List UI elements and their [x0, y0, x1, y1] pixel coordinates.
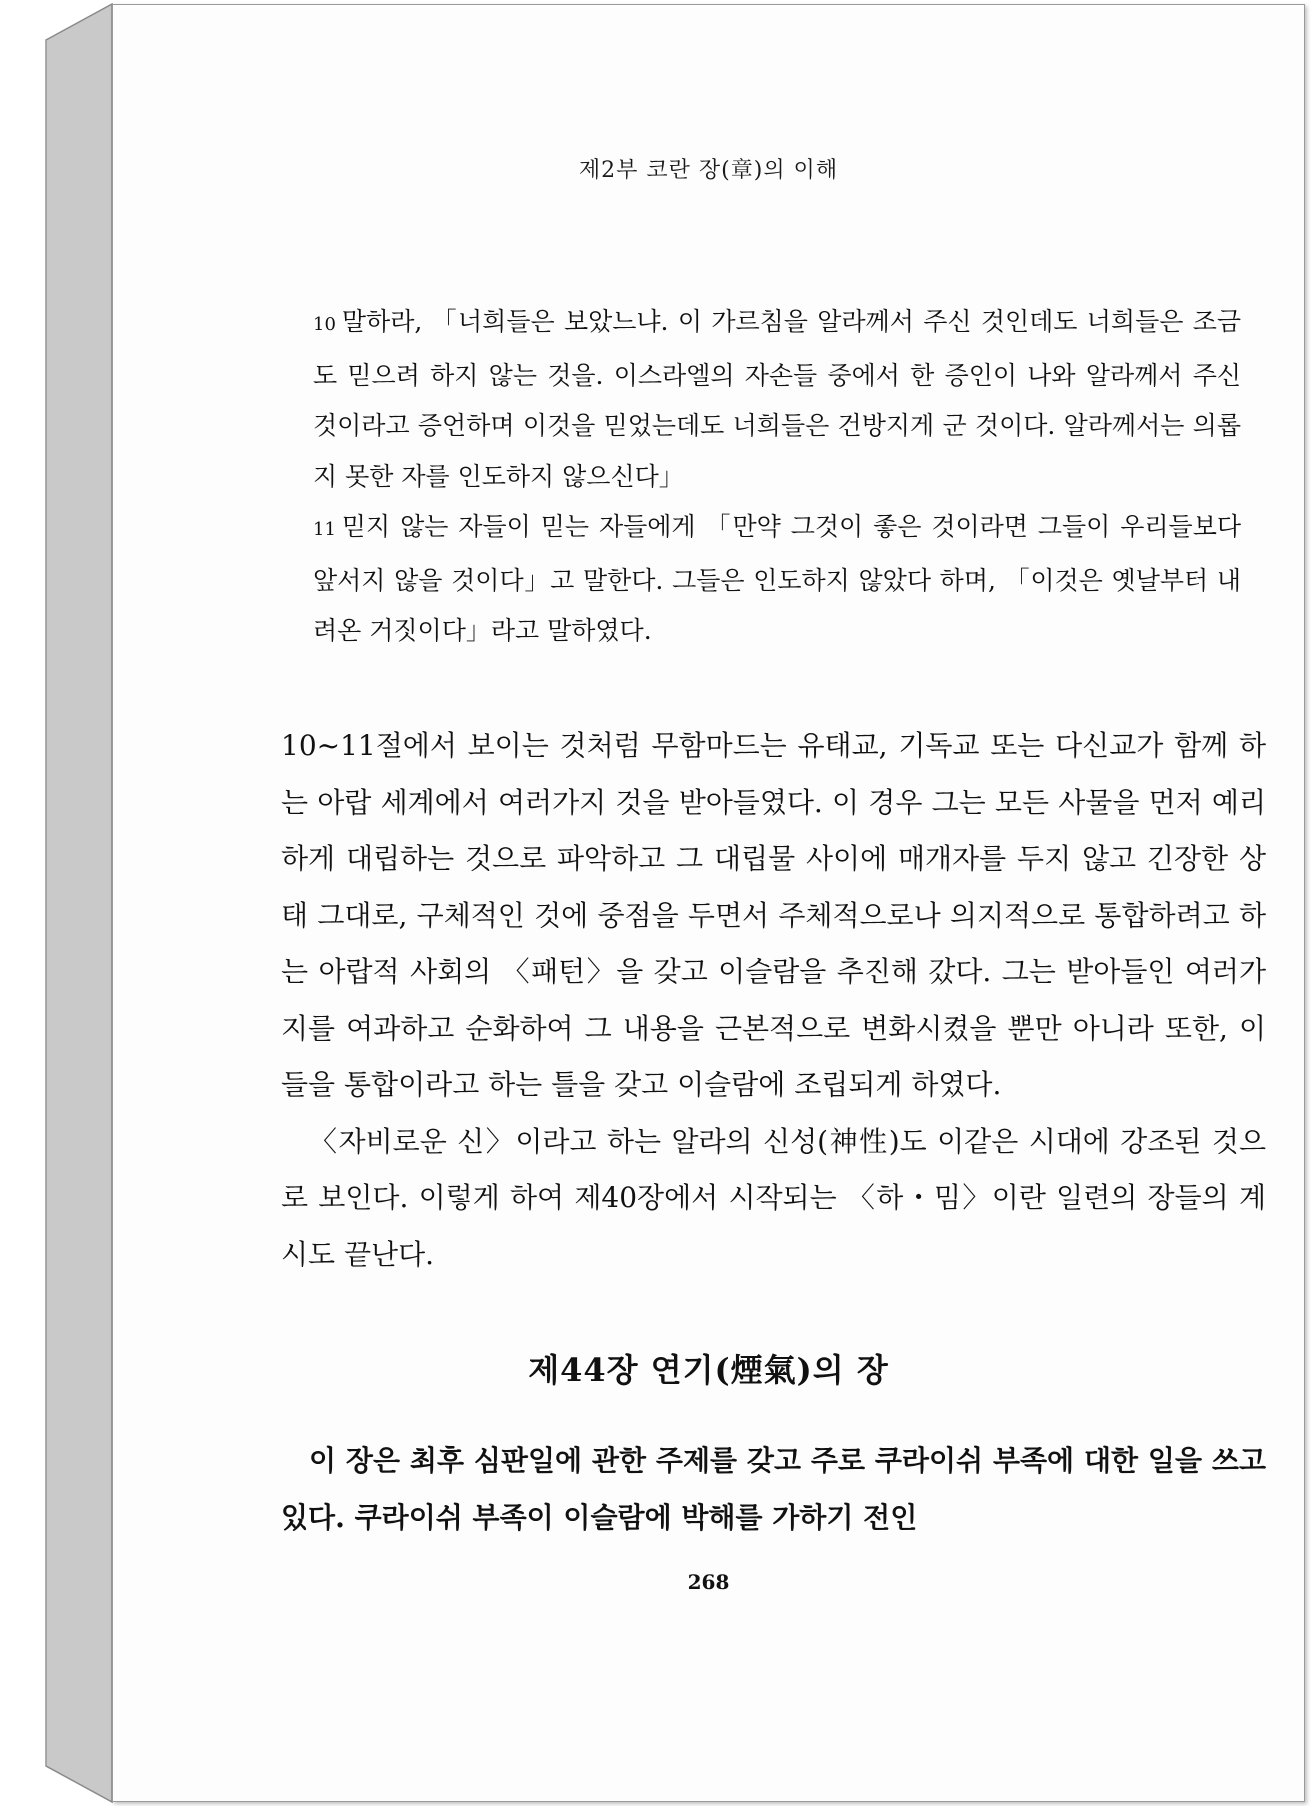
- running-head: 제2부 코란 장(章)의 이해: [578, 158, 839, 183]
- verse-number: 10: [313, 314, 336, 335]
- verse-text: 말하라, 「너희들은 보았느냐. 이 가르침을 알라께서 주신 것인데도 너희들은 조금도 믿으려 하지 않는 것을. 이스라엘의 자손들 중에서 한 증인이 나와 알라께서 주신 것이라고 증언하며 이것을 믿었는데도 너희들은 건방지게 군 것이다. 알라께서는 의롭지 못한 자를 인도하지 않으신다」: [313, 307, 1241, 491]
- verse-number: 11: [313, 519, 336, 540]
- book-page: [112, 4, 1305, 1802]
- chapter-intro: [281, 1433, 1266, 1546]
- verse-10: [313, 297, 1241, 502]
- commentary: [281, 718, 1266, 1283]
- verse-text: 믿지 않는 자들이 믿는 자들에게 「만약 그것이 좋은 것이라면 그들이 우리들보다 앞서지 않을 것이다」고 말한다. 그들은 인도하지 않았다 하며, 「이것은 옛날부터 내려온 거짓이다」라고 말하였다.: [313, 512, 1241, 645]
- chapter-intro-paragraph: 이 장은 최후 심판일에 관한 주제를 갖고 주로 쿠라이쉬 부족에 대한 일을 쓰고 있다. 쿠라이쉬 부족이 이슬람에 박해를 가하기 전인: [281, 1444, 1266, 1534]
- verse-11: [313, 502, 1241, 657]
- commentary-paragraph: 〈자비로운 신〉이라고 하는 알라의 신성(神性)도 이같은 시대에 강조된 것으로 보인다. 이렇게 하여 제40장에서 시작되는 〈하・밈〉이란 일련의 장들의 계시도 끝난다.: [281, 1124, 1266, 1271]
- chapter-heading: 제44장 연기(煙氣)의 장: [528, 1351, 889, 1389]
- commentary-paragraph: 10~11절에서 보이는 것처럼 무함마드는 유태교, 기독교 또는 다신교가 함께 하는 아랍 세계에서 여러가지 것을 받아들였다. 이 경우 그는 모든 사물을 먼저 예리하게 대립하는 것으로 파악하고 그 대립물 사이에 매개자를 두지 않고 긴장한 상태 그대로, 구체적인 것에 중점을 두면서 주체적으로나 의지적으로 통합하려고 하는 아랍적 사회의 〈패턴〉을 갖고 이슬람을 추진해 갔다. 그는 받아들인 여러가지를 여과하고 순화하여 그 내용을 근본적으로 변화시켰을 뿐만 아니라 또한, 이들을 통합이라고 하는 틀을 갖고 이슬람에 조립되게 하였다.: [281, 729, 1266, 1101]
- quran-quote-block: [313, 297, 1241, 657]
- page-number: 268: [687, 1570, 730, 1594]
